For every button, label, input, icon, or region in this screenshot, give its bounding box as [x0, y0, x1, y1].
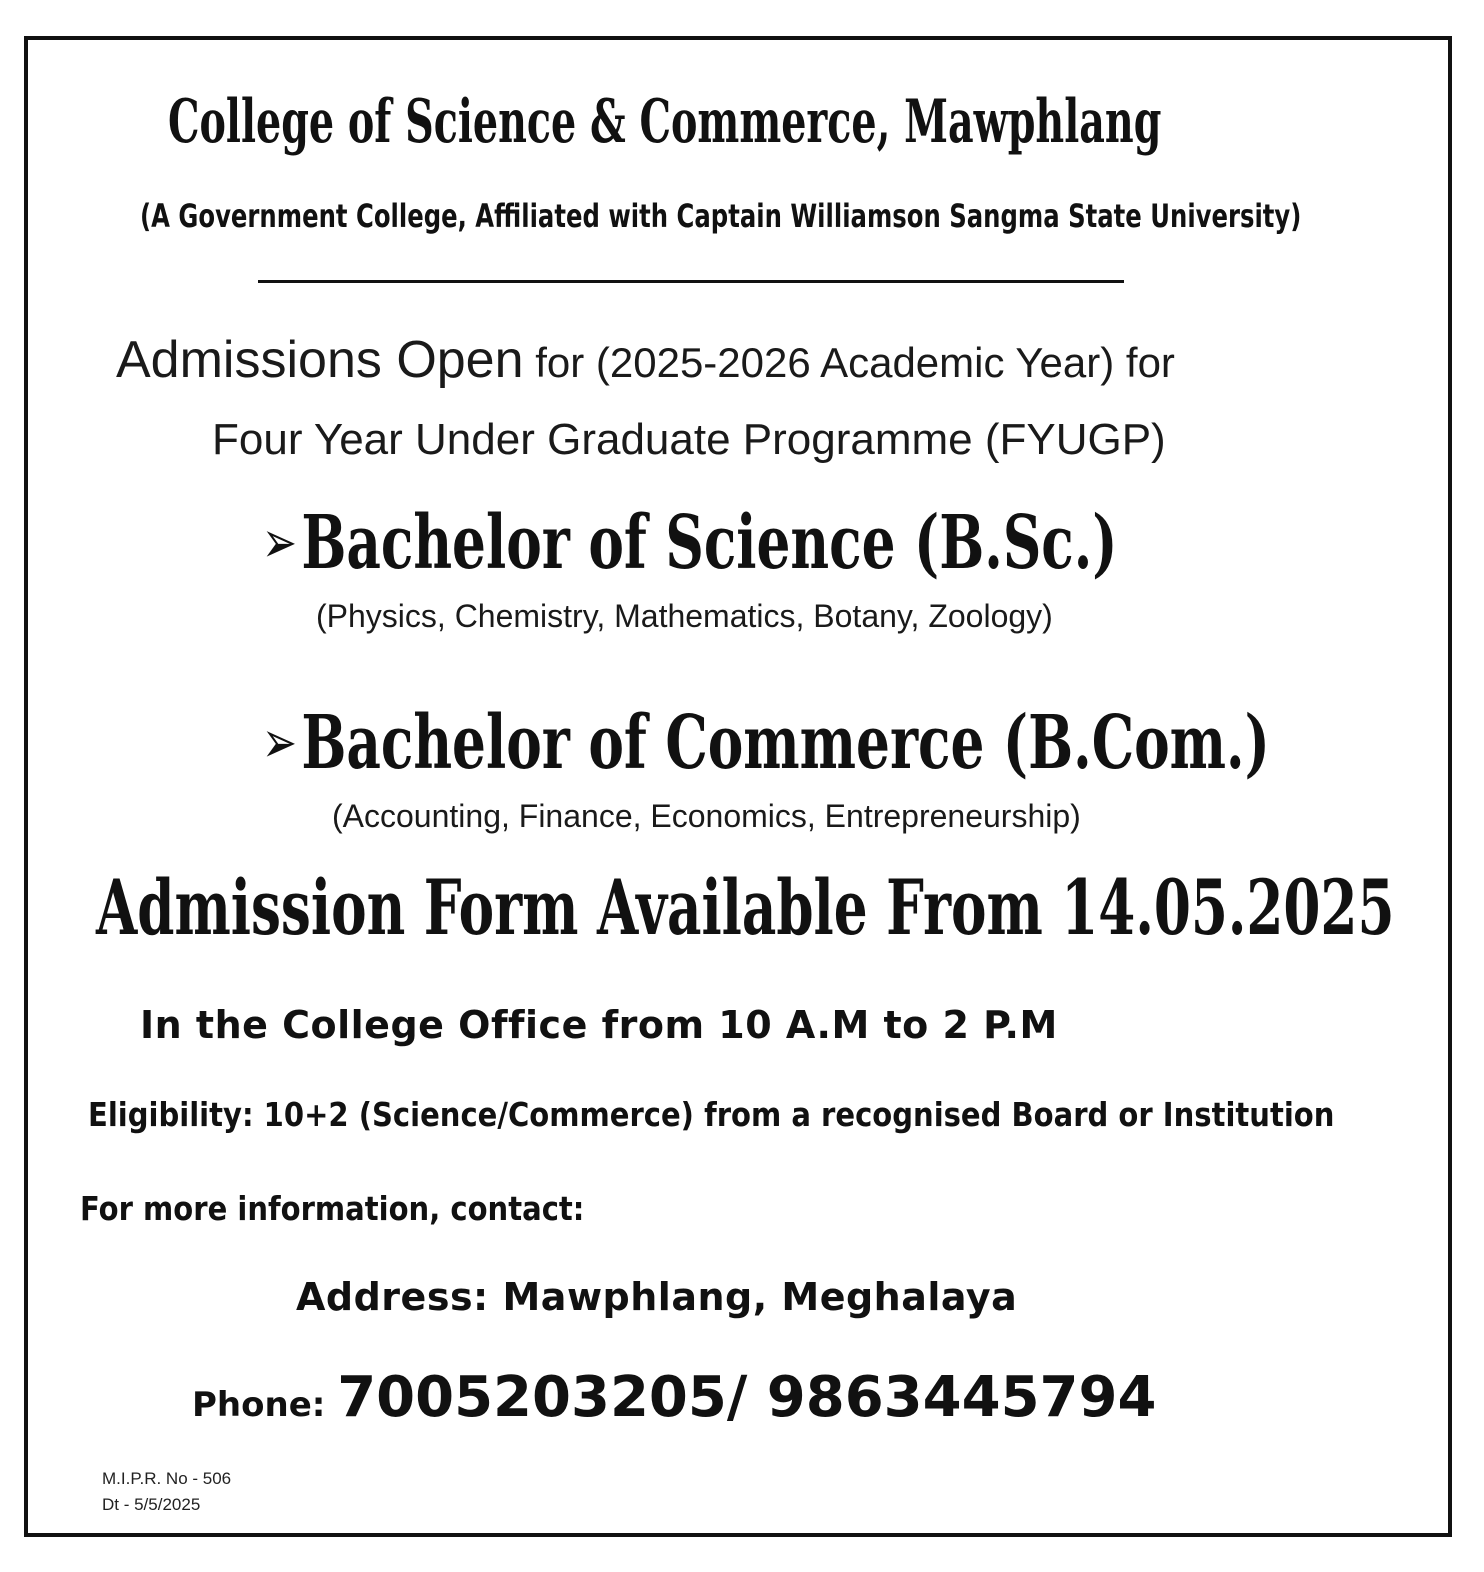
affiliation-text: (A Government College, Affiliated with Captain Williamson Sangma State University): [140, 197, 1302, 235]
programme-line: Four Year Under Graduate Programme (FYUGP): [212, 415, 1166, 464]
admissions-open-rest: for (2025-2026 Academic Year) for: [523, 339, 1175, 386]
degree-bsc: [262, 500, 1118, 586]
mipr-reference: [102, 1466, 231, 1518]
degree-bcom-subjects: (Accounting, Finance, Economics, Entrepreneurship): [332, 798, 1081, 834]
phone-numbers: 7005203205/ 9863445794: [337, 1365, 1157, 1430]
admissions-open-line: [116, 331, 1175, 389]
mipr-number: M.I.P.R. No - 506: [102, 1469, 232, 1488]
form-available-date: Admission Form Available From 14.05.2025: [96, 863, 1395, 952]
office-hours: In the College Office from 10 A.M to 2 P.M: [140, 1003, 1058, 1047]
admissions-open-label: Admissions Open: [116, 331, 524, 389]
degree-bsc-title: Bachelor of Science (B.Sc.): [301, 500, 1118, 586]
degree-bcom: [262, 700, 1270, 786]
mipr-date: Dt - 5/5/2025: [102, 1495, 201, 1514]
phone-label: Phone:: [192, 1385, 338, 1425]
eligibility-text: Eligibility: 10+2 (Science/Commerce) from a recognised Board or Institution: [88, 1095, 1335, 1134]
arrow-bullet-icon: ➢: [262, 508, 297, 576]
arrow-bullet-icon: ➢: [262, 708, 297, 776]
contact-address: Address: Mawphlang, Meghalaya: [296, 1275, 1018, 1319]
header-divider: [258, 280, 1124, 283]
degree-bcom-title: Bachelor of Commerce (B.Com.): [301, 700, 1270, 786]
college-name: College of Science & Commerce, Mawphlang: [168, 87, 1162, 157]
degree-bsc-subjects: (Physics, Chemistry, Mathematics, Botany, Zoology): [316, 598, 1053, 634]
contact-phone: [192, 1365, 1157, 1430]
contact-intro: For more information, contact:: [80, 1189, 585, 1228]
